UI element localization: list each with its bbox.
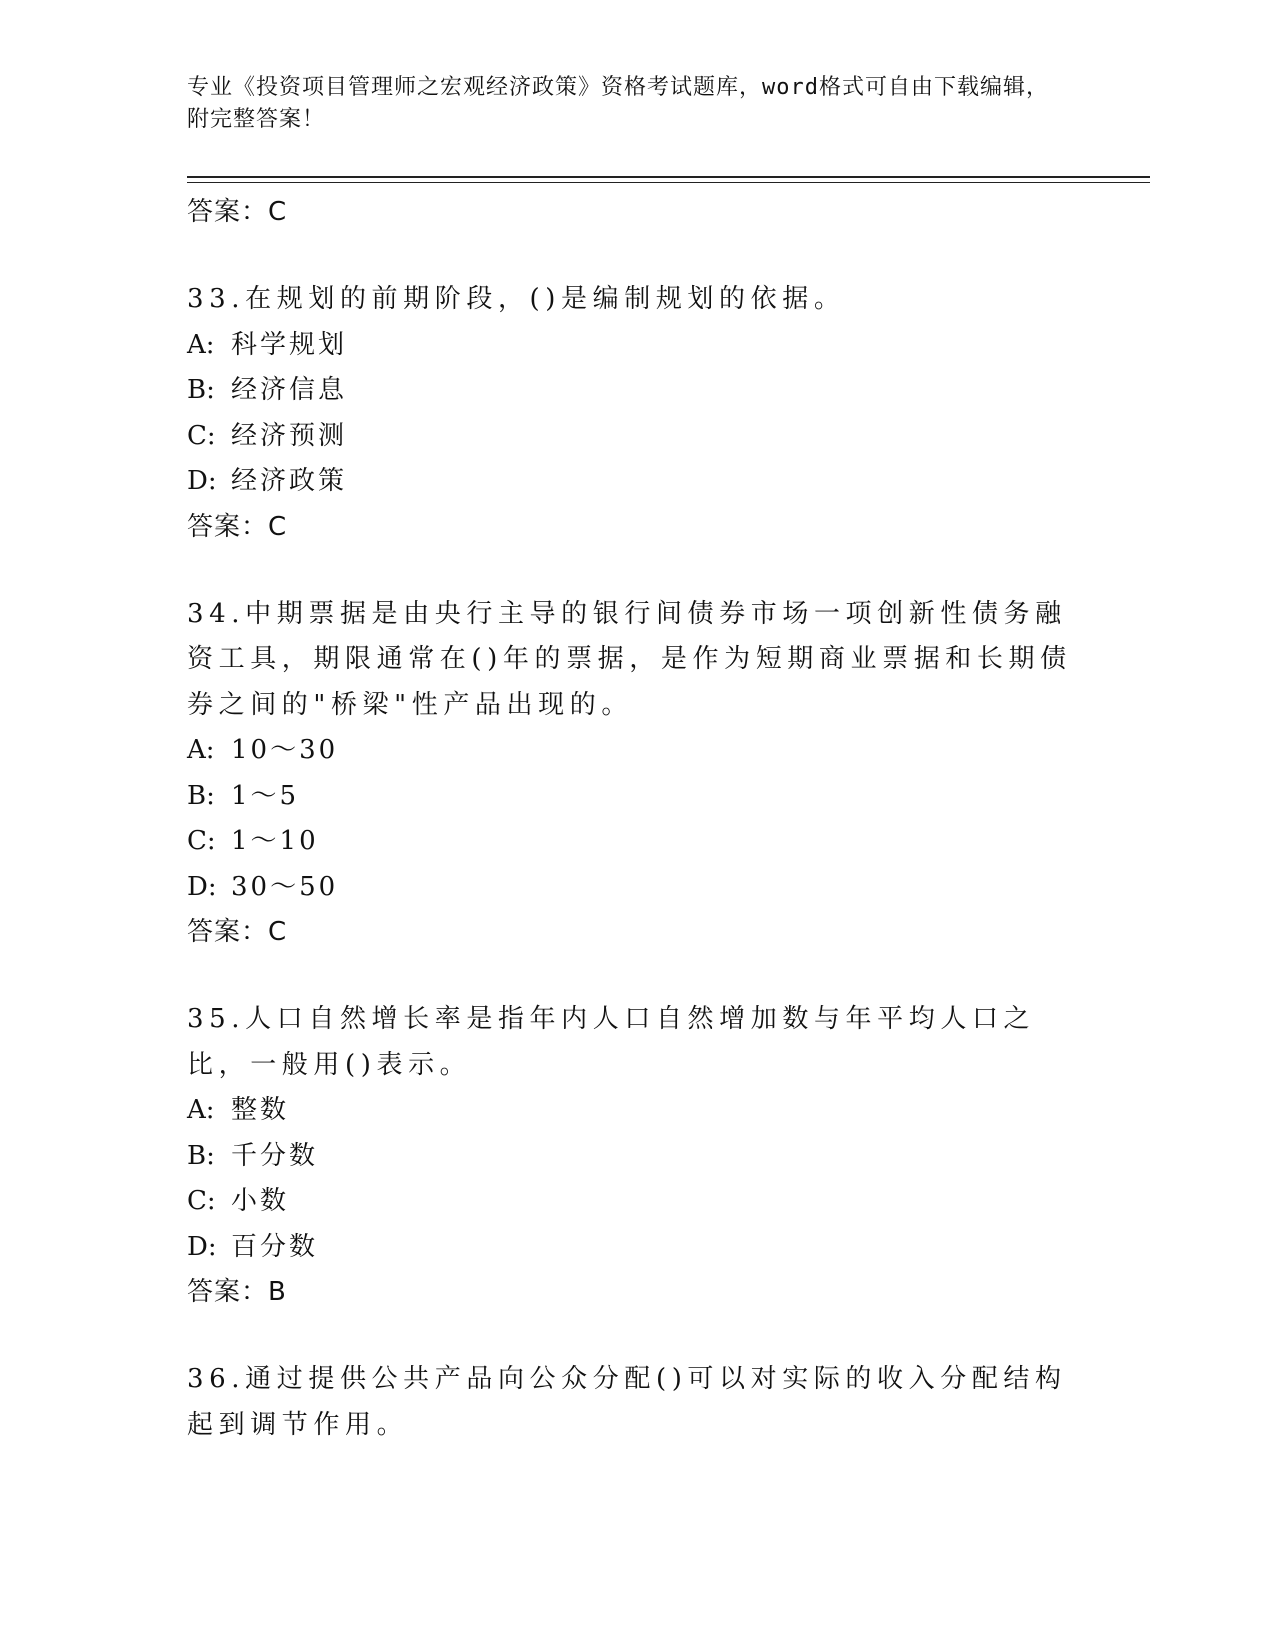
- option-letter: A:: [187, 329, 215, 360]
- header-rule-thin: [187, 182, 1150, 183]
- answer-line: 答案：B: [187, 1277, 287, 1307]
- option-text: 1～5: [231, 780, 300, 811]
- option-text: 经济政策: [231, 466, 348, 496]
- question-stem: 36.通过提供公共产品向公众分配()可以对实际的收入分配结构起到调节作用。: [187, 1364, 1067, 1440]
- question-stem: 34.中期票据是由央行主导的银行间债券市场一项创新性债务融资工具，期限通常在()年的票据，是作为短期商业票据和长期债券之间的"桥梁"性产品出现的。: [187, 598, 1072, 720]
- option-text: 千分数: [231, 1140, 319, 1171]
- question-35: [187, 997, 1087, 1315]
- option-letter: A:: [187, 1095, 215, 1125]
- option-b: [187, 368, 1087, 414]
- question-stem: 33.在规划的前期阶段，()是编制规划的依据。: [187, 284, 846, 314]
- question-36: [187, 1357, 1087, 1448]
- option-letter: D:: [187, 466, 217, 496]
- option-d: [187, 1225, 1087, 1271]
- option-b: [187, 1134, 1087, 1180]
- question-33: [187, 277, 1087, 550]
- answer-line: 答案：C: [187, 197, 288, 227]
- option-letter: D:: [187, 871, 217, 902]
- header-rule: [187, 176, 1150, 178]
- option-text: 1～10: [231, 826, 319, 856]
- option-text: 经济预测: [231, 420, 348, 451]
- option-c: [187, 819, 1087, 865]
- document-body: [187, 190, 1087, 1448]
- option-letter: D:: [187, 1231, 217, 1262]
- question-34: [187, 592, 1087, 956]
- document-header: 专业《投资项目管理师之宏观经济政策》资格考试题库，word格式可自由下载编辑，附完整答案！: [187, 75, 1049, 132]
- option-letter: B:: [187, 1140, 215, 1171]
- option-letter: B:: [187, 780, 215, 811]
- option-text: 小数: [231, 1186, 290, 1216]
- option-letter: C:: [187, 420, 216, 451]
- option-d: [187, 865, 1087, 911]
- option-a: [187, 1088, 1087, 1134]
- option-letter: B:: [187, 375, 215, 405]
- option-text: 科学规划: [231, 329, 348, 360]
- answer-line: 答案：C: [187, 511, 288, 542]
- option-a: [187, 323, 1087, 369]
- option-text: 整数: [231, 1095, 290, 1125]
- option-a: [187, 728, 1087, 774]
- option-text: 百分数: [231, 1231, 319, 1262]
- question-stem: 35.人口自然增长率是指年内人口自然增加数与年平均人口之比，一般用()表示。: [187, 1004, 1036, 1080]
- option-letter: C:: [187, 826, 216, 856]
- option-d: [187, 459, 1087, 505]
- option-text: 经济信息: [231, 375, 348, 405]
- option-letter: A:: [187, 735, 215, 765]
- option-c: [187, 414, 1087, 460]
- option-text: 30～50: [231, 871, 339, 902]
- answer-line: 答案：C: [187, 917, 288, 947]
- option-b: [187, 774, 1087, 820]
- option-text: 10～30: [231, 735, 339, 765]
- option-letter: C:: [187, 1186, 216, 1216]
- option-c: [187, 1179, 1087, 1225]
